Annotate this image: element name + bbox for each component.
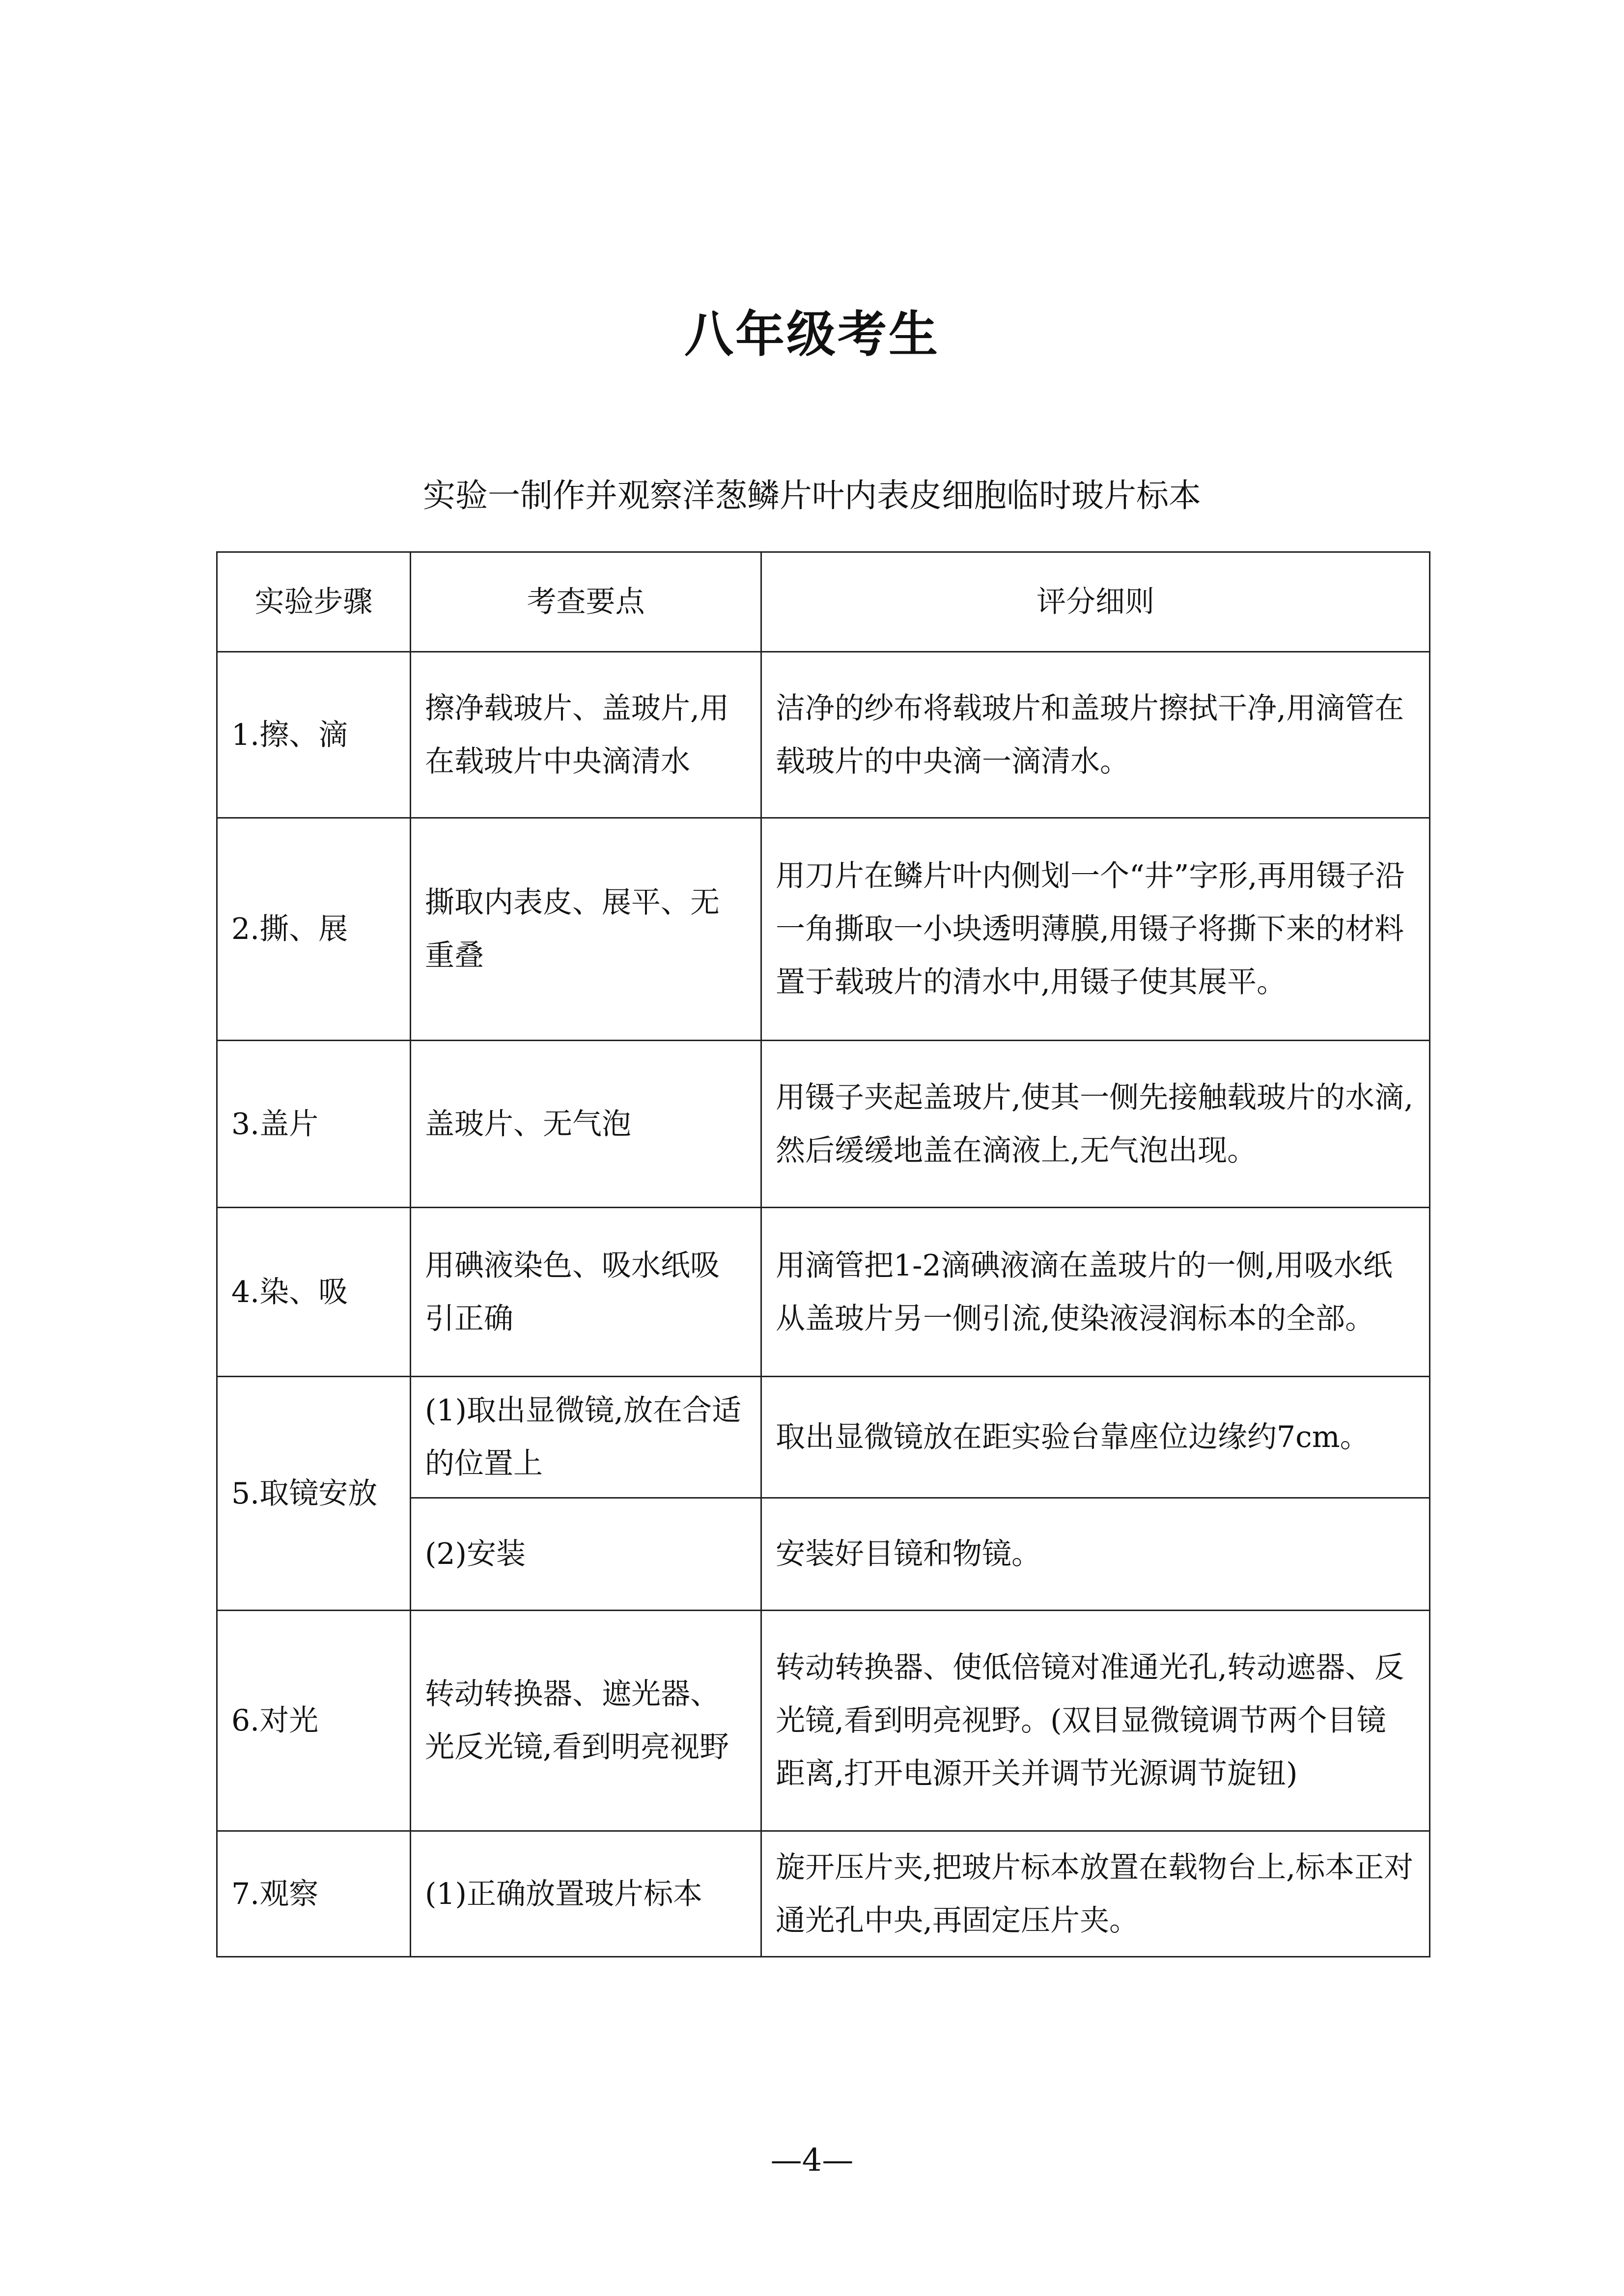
table-header-row [217,552,1430,652]
criteria-cell: 转动转换器、使低倍镜对准通光孔,转动遮器、反光镜,看到明亮视野。(双目显微镜调节两个目镜距离,打开电源开关并调节光源调节旋钮) [761,1611,1430,1831]
table-row [217,1831,1430,1957]
table-row [217,1041,1430,1208]
point-cell: 用碘液染色、吸水纸吸引正确 [411,1208,761,1377]
point-cell: 撕取内表皮、展平、无重叠 [411,818,761,1041]
header-step: 实验步骤 [217,552,411,652]
table-row [217,1208,1430,1377]
step-cell: 3.盖片 [217,1041,411,1208]
criteria-cell: 取出显微镜放在距实验台靠座位边缘约7cm。 [761,1377,1430,1498]
criteria-cell: 安装好目镜和物镜。 [761,1498,1430,1611]
point-cell: 转动转换器、遮光器、光反光镜,看到明亮视野 [411,1611,761,1831]
point-cell: 盖玻片、无气泡 [411,1041,761,1208]
table-row [217,1611,1430,1831]
step-cell: 5.取镜安放 [217,1377,411,1611]
header-point: 考查要点 [411,552,761,652]
criteria-cell: 用滴管把1-2滴碘液滴在盖玻片的一侧,用吸水纸从盖玻片另一侧引流,使染液浸润标本的全部。 [761,1208,1430,1377]
criteria-cell: 用刀片在鳞片叶内侧划一个“井”字形,再用镊子沿一角撕取一小块透明薄膜,用镊子将撕下来的材料置于载玻片的清水中,用镊子使其展平。 [761,818,1430,1041]
criteria-cell: 旋开压片夹,把玻片标本放置在载物台上,标本正对通光孔中央,再固定压片夹。 [761,1831,1430,1957]
criteria-cell: 洁净的纱布将载玻片和盖玻片擦拭干净,用滴管在载玻片的中央滴一滴清水。 [761,652,1430,818]
point-cell: (1)取出显微镜,放在合适的位置上 [411,1377,761,1498]
table-row [217,1377,1430,1498]
point-cell: (1)正确放置玻片标本 [411,1831,761,1957]
experiment-title: 实验一制作并观察洋葱鳞片叶内表皮细胞临时玻片标本 [423,477,1201,514]
scoring-table [216,551,1430,1957]
table-row [217,818,1430,1041]
header-criteria: 评分细则 [761,552,1430,652]
step-cell: 6.对光 [217,1611,411,1831]
step-cell: 2.撕、展 [217,818,411,1041]
step-cell: 1.擦、滴 [217,652,411,818]
page-number: —4— [770,2142,854,2179]
page-title: 八年级考生 [684,305,940,363]
criteria-cell: 用镊子夹起盖玻片,使其一侧先接触载玻片的水滴,然后缓缓地盖在滴液上,无气泡出现。 [761,1041,1430,1208]
table-row [217,652,1430,818]
point-cell: 擦净载玻片、盖玻片,用在载玻片中央滴清水 [411,652,761,818]
step-cell: 4.染、吸 [217,1208,411,1377]
step-cell: 7.观察 [217,1831,411,1957]
point-cell: (2)安装 [411,1498,761,1611]
